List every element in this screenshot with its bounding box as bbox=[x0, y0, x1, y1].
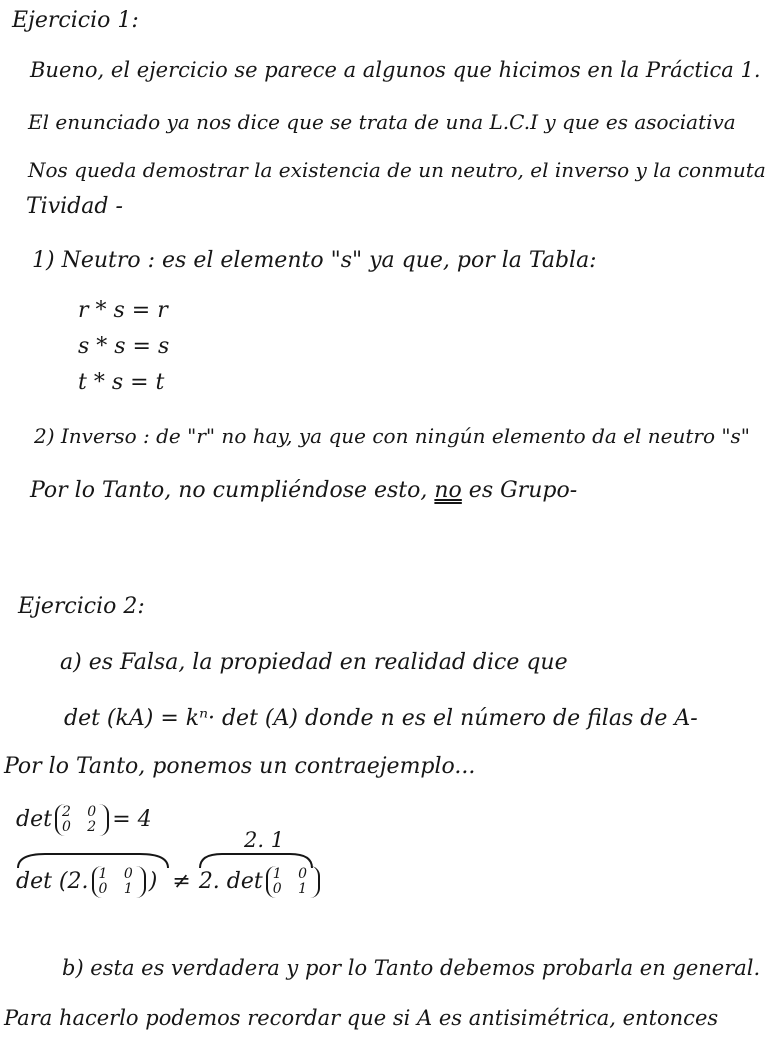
ex1-line-2: El enunciado ya nos dice que se trata de una L.C.I y que es asociativa bbox=[28, 110, 736, 134]
lhs-pre: det (2. bbox=[16, 869, 89, 894]
ex1-line-3: Nos queda demostrar la existencia de un neutro, el inverso y la conmuta bbox=[28, 158, 766, 182]
matrix-2i: 2 0 0 2 bbox=[55, 804, 109, 836]
neutro-line: 1) Neutro : es el elemento "s" ya que, por la Tabla: bbox=[32, 248, 597, 273]
ex2-a-contraejemplo: Por lo Tanto, ponemos un contraejemplo... bbox=[4, 754, 476, 779]
table-row-2: s * s = s bbox=[78, 334, 170, 359]
ex2-b-line: b) esta es verdadera y por lo Tanto debemos probarla en general. bbox=[62, 956, 761, 980]
ex1-line-1: Bueno, el ejercicio se parece a algunos que hicimos en la Práctica 1. bbox=[30, 58, 761, 82]
table-row-3: t * s = t bbox=[78, 370, 165, 395]
identity-matrix-rhs: 1 0 0 1 bbox=[266, 866, 320, 898]
ex2-b-line-2: Para hacerlo podemos recordar que si A es antisimétrica, entonces bbox=[4, 1006, 719, 1030]
rhs-pre: 2. det bbox=[198, 869, 263, 894]
ex2-a-line: a) es Falsa, la propiedad en realidad dice que bbox=[60, 650, 568, 675]
ex1-line-4: Tividad - bbox=[26, 194, 123, 219]
not-equal-sign: ≠ bbox=[172, 869, 191, 894]
ex2-heading: Ejercicio 2: bbox=[18, 594, 145, 619]
ex1-heading: Ejercicio 1: bbox=[12, 8, 139, 33]
conclusion-no: no bbox=[434, 478, 462, 503]
brace-label: 2. 1 bbox=[244, 828, 285, 852]
ex2-a-formula: det (kA) = kⁿ· det (A) donde n es el número de filas de A- bbox=[64, 706, 698, 731]
equals-4: = 4 bbox=[112, 807, 152, 832]
table-row-1: r * s = r bbox=[78, 298, 168, 323]
det-label: det bbox=[16, 807, 52, 832]
inverso-line: 2) Inverso : de "r" no hay, ya que con ningún elemento da el neutro "s" bbox=[34, 424, 751, 448]
lhs-post: ) bbox=[148, 869, 158, 894]
inequality bbox=[16, 866, 323, 898]
conclusion-pre: Por lo Tanto, no cumpliéndose esto, bbox=[30, 478, 435, 503]
identity-matrix-lhs: 1 0 0 1 bbox=[92, 866, 146, 898]
conclusion-post: es Grupo- bbox=[461, 478, 578, 503]
